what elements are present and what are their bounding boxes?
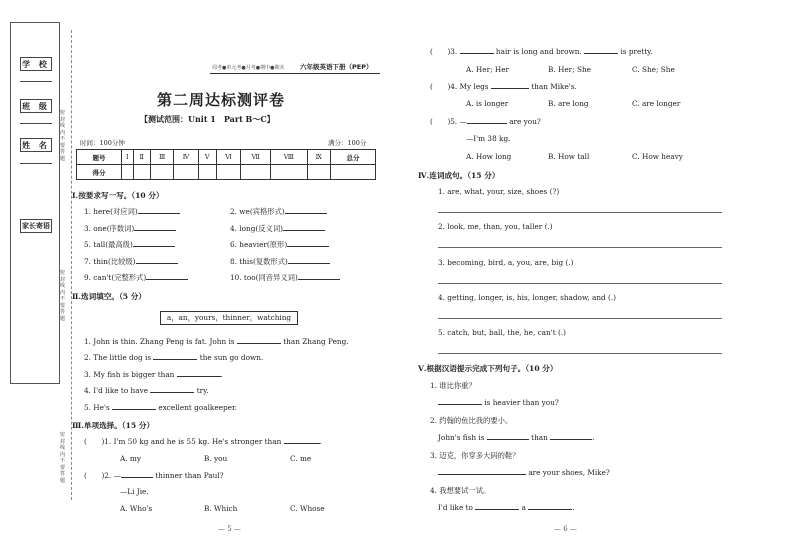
answer-blank[interactable] [550, 439, 592, 440]
score-input-cell[interactable] [307, 165, 330, 180]
page-title: 第二周达标测评卷 [157, 91, 286, 109]
sec1-item-5 [84, 240, 175, 250]
section-1-title: Ⅰ.按要求写一写。（10 分） [72, 191, 164, 200]
question-text: the sun go down. [199, 353, 264, 362]
option[interactable]: C. me [290, 454, 312, 463]
sec1-item-4 [230, 224, 325, 234]
answer-blank[interactable] [146, 279, 188, 280]
answer-blank[interactable] [136, 263, 178, 264]
parent-comment-label: 家长寄语 [20, 219, 52, 233]
seal-line-text-1: 密封线内不要答题 [60, 110, 66, 162]
question-text: 2. The little dog is [84, 353, 152, 362]
sec3-q4 [430, 82, 577, 92]
answer-line[interactable] [438, 212, 722, 213]
answer-line[interactable] [438, 318, 722, 319]
question-text: 5. He's [84, 403, 110, 412]
section-2-title: Ⅱ.选词填空。（5 分） [72, 292, 146, 301]
answer-blank[interactable] [138, 213, 180, 214]
seal-line-text-3: 密封线内不要答题 [60, 432, 66, 484]
option[interactable]: A. How long [466, 152, 512, 161]
sec3-q2 [84, 471, 224, 481]
page-number-right: — 6 — [554, 525, 577, 533]
sec1-item-text: 1. here(对应词) [84, 207, 138, 216]
sec1-item-6 [230, 240, 329, 250]
answer-blank[interactable] [491, 88, 529, 89]
sec5-q2-sentence [438, 433, 595, 442]
score-cell: Ⅲ [150, 150, 173, 165]
score-cell: Ⅳ [174, 150, 198, 165]
score-input-cell[interactable] [150, 165, 173, 180]
question-text: ( )2. — [84, 471, 121, 480]
school-field[interactable] [20, 81, 52, 82]
sec1-item-text: 6. heavier(原形) [230, 240, 288, 249]
sec2-item-1 [84, 337, 349, 346]
sec2-item-3 [84, 370, 223, 379]
score-cell: 题号 [77, 150, 122, 165]
sec5-q1-prompt: 1. 谁比你重？ [430, 381, 476, 390]
question-text: thinner than Paul? [155, 471, 224, 480]
score-cell: Ⅶ [241, 150, 271, 165]
question-text: . [572, 503, 575, 512]
score-input-cell[interactable] [271, 165, 307, 180]
answer-blank[interactable] [288, 263, 330, 264]
answer-blank[interactable] [121, 477, 153, 478]
question-text: ( )4. My legs [430, 82, 489, 91]
question-text: is heavier than you? [484, 398, 559, 407]
option[interactable]: A. Who's [120, 504, 153, 513]
sec5-q4-prompt: 4. 我想要试一试。 [430, 486, 491, 495]
question-text: —Li Jie. [120, 487, 149, 496]
answer-blank[interactable] [287, 246, 329, 247]
question-text: than Mike's. [531, 82, 577, 91]
score-cell: Ⅷ [271, 150, 307, 165]
answer-blank[interactable] [584, 53, 618, 54]
question-text: is pretty. [620, 47, 653, 56]
sec1-item-text: 2. we(宾格形式) [230, 207, 285, 216]
sec3-q1: ( )1. I'm 50 kg and he is 55 kg. He's stronger than . [84, 437, 322, 446]
sec1-item-text: 3. one(序数词) [84, 224, 135, 233]
question-text: than Zhang Peng. [283, 337, 349, 346]
time-limit: 时间：100分钟 [80, 139, 125, 147]
option[interactable]: C. How heavy [632, 152, 683, 161]
header-rule [210, 73, 380, 74]
option[interactable]: B. you [204, 454, 228, 463]
sec1-item-text: 7. thin(比较级) [84, 257, 136, 266]
sec5-q2-prompt: 2. 约翰的鱼比我的要小。 [430, 416, 513, 425]
sec1-item-3 [84, 224, 176, 234]
section-4-title: Ⅳ.连词成句。（15 分） [418, 171, 500, 180]
sec4-item-3: 3. becoming, bird, a, you, are, big (.) [438, 258, 574, 267]
option[interactable]: B. Her; She [548, 65, 591, 74]
seal-line-text-2: 密封线内不要答题 [60, 270, 66, 322]
question-text: —I'm 38 kg. [466, 134, 511, 143]
question-text: are your shoes, Mike? [528, 468, 610, 477]
sec5-q3-sentence [438, 468, 610, 477]
question-text: . [220, 370, 224, 379]
score-cell: 总分 [330, 150, 375, 165]
question-text: 3. My fish is bigger than [84, 370, 175, 379]
answer-blank[interactable] [460, 53, 494, 54]
score-input-cell[interactable] [216, 165, 240, 180]
sec4-item-2: 2. look, me, than, you, taller (.) [438, 222, 553, 231]
option[interactable]: C. Whose [290, 504, 325, 513]
score-input-cell[interactable] [330, 165, 375, 180]
option[interactable]: B. are long [548, 99, 589, 108]
class-label: 班 级 [20, 99, 52, 113]
option[interactable]: A. is longer [466, 99, 509, 108]
sec3-q5 [430, 117, 541, 127]
sec4-item-4: 4. getting, longer, is, his, longer, shadow, and (.) [438, 293, 617, 302]
question-text: ( )5. — [430, 117, 467, 126]
grade-label: 六年级英语下册（PEP） [300, 63, 373, 71]
exam-type-tags: 周考●单元考●月考●期中●期末 [212, 65, 285, 71]
score-cell: Ⅸ [307, 150, 330, 165]
score-input-cell[interactable] [133, 165, 150, 180]
sec1-item-text: 5. tall(最高级) [84, 240, 133, 249]
question-text: try. [196, 386, 209, 395]
sec1-item-text: 8. this(复数形式) [230, 257, 288, 266]
sec5-q3-prompt: 3. 迈克，你穿多大码的鞋？ [430, 451, 520, 460]
score-cell: Ⅵ [216, 150, 240, 165]
option[interactable]: B. Which [204, 504, 238, 513]
test-scope: 【测试范围：Unit 1 Part B～C】 [140, 114, 275, 124]
score-input-cell[interactable] [174, 165, 198, 180]
answer-blank[interactable] [177, 376, 221, 377]
sec2-item-5 [84, 403, 237, 412]
answer-blank[interactable] [438, 404, 482, 405]
question-text: 1. John is thin. Zhang Peng is fat. John is [84, 337, 235, 346]
option[interactable]: B. How tall [548, 152, 590, 161]
score-table-header-row [77, 150, 376, 165]
answer-blank[interactable] [467, 123, 507, 124]
answer-line[interactable] [438, 283, 722, 284]
answer-blank[interactable] [237, 343, 281, 344]
class-field[interactable] [20, 123, 52, 124]
sec1-item-9 [84, 273, 188, 283]
page-number-left: — 5 — [218, 525, 241, 533]
question-text: hair is long and brown. [495, 47, 582, 56]
sec4-item-5: 5. catch, but, ball, the, he, can't (.) [438, 328, 566, 337]
score-table-score-row [77, 165, 376, 180]
sec1-item-text: 9. can't(完整形式) [84, 273, 147, 282]
sec4-item-1: 1. are, what, your, size, shoes (?) [438, 187, 560, 196]
answer-blank[interactable] [284, 443, 320, 444]
full-score: 满分：100分 [328, 139, 367, 147]
name-label: 姓 名 [20, 138, 52, 152]
question-text: ( )3. [430, 47, 458, 56]
sec2-item-2 [84, 353, 263, 362]
question-text: a [521, 503, 526, 512]
question-text: than [531, 433, 548, 442]
option[interactable]: C. are longer [632, 99, 681, 108]
option[interactable]: A. Her; Her [466, 65, 510, 74]
answer-blank[interactable] [298, 279, 340, 280]
word-bank-box: a，an，yours，thinner，watching [160, 311, 298, 325]
question-text: . [592, 433, 595, 442]
score-cell: 得分 [77, 165, 122, 180]
sec1-item-7 [84, 257, 178, 267]
answer-blank[interactable] [283, 230, 325, 231]
sec1-item-text: 4. long(反义词) [230, 224, 283, 233]
score-input-cell[interactable] [241, 165, 271, 180]
answer-blank[interactable] [150, 392, 194, 393]
answer-blank[interactable] [133, 246, 175, 247]
sec3-q3 [430, 47, 653, 57]
question-text: 4. I'd like to have [84, 386, 149, 395]
option[interactable]: C. She; She [632, 65, 675, 74]
binding-margin-panel [10, 22, 60, 384]
sec1-item-1 [84, 207, 180, 217]
answer-line[interactable] [438, 353, 722, 354]
answer-blank[interactable] [134, 230, 176, 231]
section-5-title: Ⅴ.根据汉语提示完成下列句子。（10 分） [418, 364, 558, 373]
answer-blank[interactable] [487, 439, 529, 440]
question-text: excellent goalkeeper. [158, 403, 237, 412]
answer-blank[interactable] [285, 213, 327, 214]
question-text: I'd like to [438, 503, 473, 512]
sec5-q4-sentence [438, 503, 575, 512]
score-input-cell[interactable] [122, 165, 134, 180]
question-text: ( )1. I'm 50 kg and he is 55 kg. He's stronger than [84, 437, 282, 446]
sec2-item-4 [84, 386, 209, 395]
school-label: 学 校 [20, 57, 52, 71]
option[interactable]: A. my [120, 454, 141, 463]
answer-blank[interactable] [153, 359, 197, 360]
score-cell: Ⅱ [133, 150, 150, 165]
question-text: are you? [509, 117, 541, 126]
answer-blank[interactable] [112, 409, 156, 410]
score-cell: Ⅴ [198, 150, 216, 165]
sec1-item-2 [230, 207, 327, 217]
score-input-cell[interactable] [198, 165, 216, 180]
name-field[interactable] [20, 163, 52, 164]
sec1-item-10 [230, 273, 340, 283]
sec1-item-text: 10. too(同音异义词) [230, 273, 298, 282]
question-text: John's fish is [438, 433, 485, 442]
answer-blank[interactable] [528, 509, 572, 510]
sec5-q1-sentence [438, 398, 559, 407]
sec1-item-8 [230, 257, 330, 267]
answer-line[interactable] [438, 247, 722, 248]
answer-blank[interactable] [475, 509, 519, 510]
score-cell: Ⅰ [122, 150, 134, 165]
score-table [76, 149, 376, 180]
answer-blank[interactable] [438, 474, 526, 475]
section-3-title: Ⅲ.单项选择。（15 分） [72, 421, 155, 430]
